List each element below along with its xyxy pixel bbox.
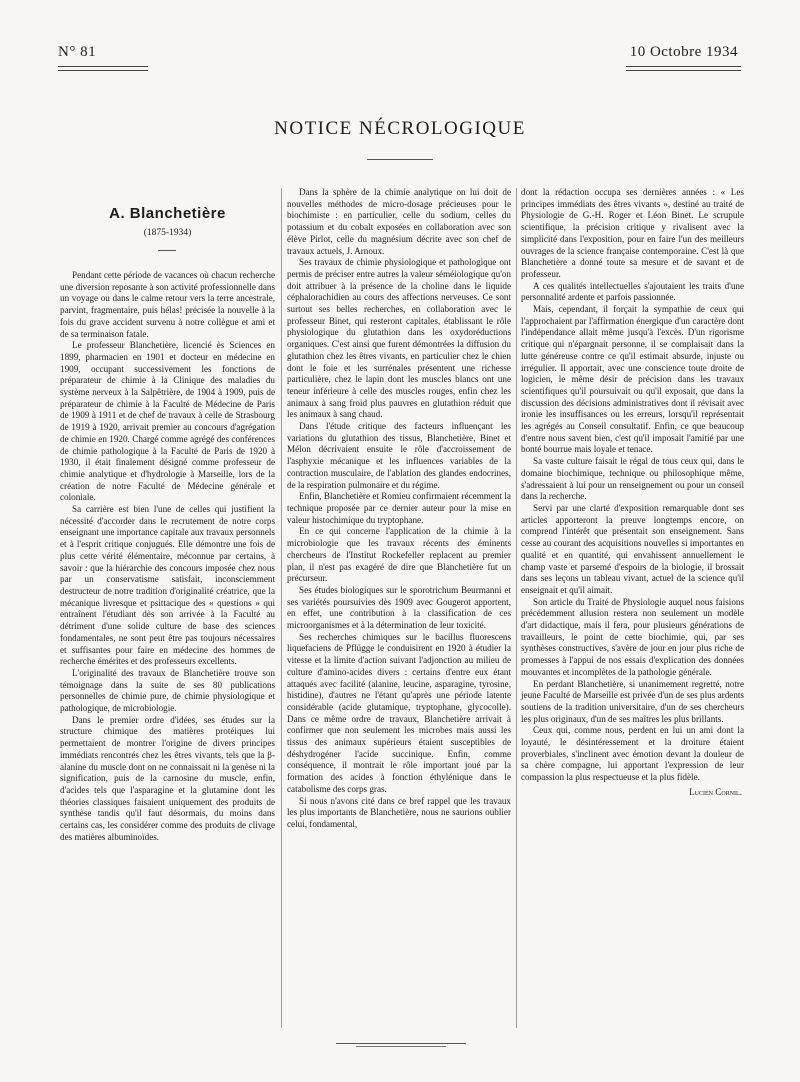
end-rule [336, 1043, 466, 1044]
page-title: NOTICE NÉCROLOGIQUE [274, 118, 526, 139]
column-divider [281, 188, 282, 1028]
life-dates: (1875-1934) [143, 228, 192, 238]
paragraph: A ces qualités intellectuelles s'ajoutaient les traits d'une personnalité ardente et parfois passionnée. [521, 280, 744, 303]
text-column-2 [287, 187, 511, 831]
paragraph: Ses études biologiques sur le sporotrichum Beurmanni et ses variétés poursuivies dès 1909 avec Gougerot apportent, en effet, une contribution à la classification de ces microorganismes et à la détermination de leur toxicité. [287, 584, 511, 631]
paragraph: Mais, cependant, il forçait la sympathie de ceux qui l'approchaient par l'affirmation énergique d'un caractère dont l'indépendance allait même jusqu'à l'excès. D'un rigorisme critique qui n'épargnait personne, il se complaisait dans la lutte généreuse contre ce qu'il estimait absurde, injuste ou irrégulier. Il apportait, avec une conscience toute droite de logicien, le même désir de précision dans les travaux scientifiques qu'il poursuivait ou qu'il exposait, que dans la discussion des décisions administratives dont il révisait avec ironie les insuffisances ou les erreurs, lorsqu'il représentait les agrégés au Conseil consultatif. Enfin, ce que beaucoup d'entre nous savent bien, c'est qu'il imposait l'amitié par une bonté bourrue mais loyale et tenace. [521, 304, 744, 455]
issue-number: N° 81 [58, 44, 97, 60]
text-column-1 [60, 270, 275, 843]
paragraph: Si nous n'avons cité dans ce bref rappel que les travaux les plus importants de Blanchetière, nous ne saurions oublier celui, fondamental, [287, 795, 511, 829]
paragraph: Ses recherches chimiques sur le bacillus fluorescens liquefaciens de Pflügge le conduisirent en 1920 à étudier la vitesse et la limite d'action suivant l'adjonction au milieu de culture d'amino-acides divers : certains d'entre eux étant attaqués avec facilité (alanine, leucine, asparagine, tyrosine, histidine), d'autres ne l'étant qu'après une période latente considérable (acide glutamique, tryptophane, glycocolle). Dans ce même ordre de travaux, Blanchetière arrivait à confirmer que non seulement les microbes mais aussi les tissus des animaux supérieurs étaient susceptibles de déshydrogéner l'acide succinique. Enfin, comme conséquence, il montrait le rôle important joué par la formation des acides à fonction éthylénique dans le catabolisme des corps gras. [287, 631, 511, 794]
paragraph: dont la rédaction occupa ses dernières années : « Les principes immédiats des êtres vivants », destiné au traité de Physiologie de G.-H. Roger et Léon Binet. Le scrupule scientifique, la précision critique y rivalisent avec la simplicité dans l'exposition, pour en faire l'un des meilleurs ouvrages de la science française contemporaine. C'est là que Blanchetière a donné toute sa mesure et de savant et de professeur. [521, 187, 744, 279]
paragraph: Ceux qui, comme nous, perdent en lui un ami dont la loyauté, le désintéressement et la droiture étaient proverbiales, s'inclinent avec émotion devant la douleur de sa chère compagne, lui apportant l'expression de leur compassion la plus respectueuse et la plus fidèle. [521, 725, 744, 783]
paragraph: L'originalité des travaux de Blanchetière trouve son témoignage dans la suite de ses 80 publications personnelles de chimie pure, de chimie physiologique et pathologique, de microbiologie. [60, 667, 275, 714]
paragraph: Pendant cette période de vacances où chacun recherche une diversion reposante à son activité professionnelle dans un voyage ou dans le calme retour vers la terre ancestrale, parvint, fragmentaire, puis hélas! précisée la nouvelle à la fois du grave accident survenu à notre collègue et ami et de sa terminaison fatale. [60, 270, 275, 339]
paragraph: Son article du Traité de Physiologie auquel nous faisions précédemment allusion restera non seulement un modèle d'art didactique, mais il fera, pour plusieurs générations de travailleurs, le point de cette biochimie, qui, par ses synthèses constructives, s'avère de jour en jour plus riche de promesses à l'appui de nos essais d'explication des données mouvantes et incomplètes de la pathologie générale. [521, 596, 744, 677]
paragraph: Le professeur Blanchetière, licencié ès Sciences en 1899, pharmacien en 1901 et docteur en médecine en 1909, occupant successivement les fonctions de préparateur de chimie à la Clinique des maladies du système nerveux à la Salpêtrière, de 1904 à 1909, puis de préparateur de chimie à la Faculté de Médecine de Paris de 1909 à 1911 et de chef de travaux à celle de Strasbourg de 1919 à 1920, arrivait premier au concours d'agrégation de chimie en 1920. Chargé comme agrégé des conférences de chimie pathologique à la Faculté de Paris de 1920 à 1930, il était finalement désigné comme professeur de chimie analytique et d'hydrologie à Marseille, lors de la création de notre Faculté de Médecine générale et coloniale. [60, 340, 275, 503]
paragraph: Ses travaux de chimie physiologique et pathologique ont permis de préciser entre autres la valeur séméiologique qu'on doit attribuer à la présence de la choline dans le liquide céphalorachidien au cours des affections nerveuses. Ce sont surtout ses belles recherches, en collaboration avec le professeur Binet, qui resteront capitales, établissant le rôle physiologique du glutathion dans les oxydoréductions organiques. C'est ainsi que furent démontrées la diffusion du glutathion chez les êtres vivants, en particulier chez le chien dont le foie et les surrénales présentent une richesse particulière, chez le lapin dont les muscles blancs ont une teneur inférieure à celle des muscles rouges, enfin chez les animaux à sang froid plus pauvres en glutathion réduit que les animaux à sang chaud. [287, 257, 511, 420]
author-signature: Lucien Cornil. [689, 786, 742, 797]
column-divider [516, 188, 517, 1028]
paragraph: Servi par une clarté d'exposition remarquable dont ses articles apporteront la preuve longtemps encore, on comprend l'intérêt que présentait son enseignement. Sans cesse au courant des acquisitions nouvelles si importantes en qualité et en quantité, qui envahissent annuellement le champ vaste et parsemé d'espoirs de la biologie, il brossait dans ses leçons un tableau vivant, actuel de la science qu'il enseignait et qu'il aimait. [521, 502, 744, 595]
paragraph: Sa vaste culture faisait le régal de tous ceux qui, dans le domaine biochimique, technique ou philosophique même, s'adressaient à lui pour un renseignement ou pour un conseil dans la recherche. [521, 456, 744, 502]
text-column-3 [521, 187, 744, 799]
issue-date: 10 Octobre 1934 [629, 44, 738, 60]
paragraph: Dans l'étude critique des facteurs influençant les variations du glutathion des tissus, Blanchetière, Binet et Mélon décrivaient ensuite le rôle d'accroissement de l'asphyxie mécanique et les influences variables de la contraction musculaire, de l'ablation des glandes endocrines, de la respiration pulmonaire et du régime. [287, 421, 511, 490]
paragraph: Enfin, Blanchetière et Romieu confirmaient récemment la technique proposée par ce dernier auteur pour la mise en valeur histochimique du tryptophane. [287, 491, 511, 525]
header-rule-left [58, 66, 148, 71]
end-rule-secondary [356, 1046, 446, 1047]
paragraph: Sa carrière est bien l'une de celles qui justifient la nécessité d'accorder dans le recrutement de notre corps enseignant une importance capitale aux travaux personnels et à l'esprit critique conjugués. Elle démontre une fois de plus cette vérité élémentaire, méconnue par certains, à savoir : que la hiérarchie des concours imposée chez nous par un conservatisme satisfait, inconsciemment destructeur de notre tradition d'originalité créatrice, que la mécanique livresque et psittacique des « questions » qui entraînent l'étudiant dès son arrivée à la Faculté au détriment d'une solide culture de base des sciences fondamentales, ne sont peut être pas toujours nécessaires et suffisantes pour faire en médecine des hommes de recherche émérites et des professeurs excellents. [60, 504, 275, 667]
paragraph: Dans la sphère de la chimie analytique on lui doit de nouvelles méthodes de micro-dosage précieuses pour le biochimiste : en particulier, celle du sodium, celles du potassium et du cobalt exposées en collaboration avec son élève Pirlot, celle du magnésium décrite avec son chef de travaux actuels, J. Arnoux. [287, 187, 511, 256]
paragraph: En perdant Blanchetière, si unanimement regretté, notre jeune Faculté de Marseille est privée d'un de ses plus ardents soutiens de la tradition universitaire, d'un de ses chercheurs les plus originaux, d'un de ses maîtres les plus brillants. [521, 678, 744, 724]
paragraph: Dans le premier ordre d'idées, ses études sur la structure chimique des matières protéiques lui permettaient de montrer l'origine de divers principes immédiats rencontrés chez les êtres vivants, tels que la β-alanine du muscle dont on ne connaissait ni la genèse ni la signification, puis de la carnosine du muscle, enfin, d'acides tels que l'asparagine et la glutamine dont les théories classiques faisaient uniquement des produits de synthèse tandis qu'il faut désormais, du moins dans certains cas, les considérer comme des produits de clivage des matières albuminoïdes. [60, 714, 275, 842]
deceased-name: A. Blanchetière [109, 205, 226, 222]
header-rule-right [626, 66, 741, 71]
title-rule [367, 159, 433, 160]
paragraph: En ce qui concerne l'application de la chimie à la microbiologie que les travaux récents des éminents chercheurs de l'Institut Rockefeller replacent au premier plan, il n'est pas exagéré de dire que Blanchetière fut un précurseur. [287, 526, 511, 584]
name-rule [158, 250, 176, 251]
